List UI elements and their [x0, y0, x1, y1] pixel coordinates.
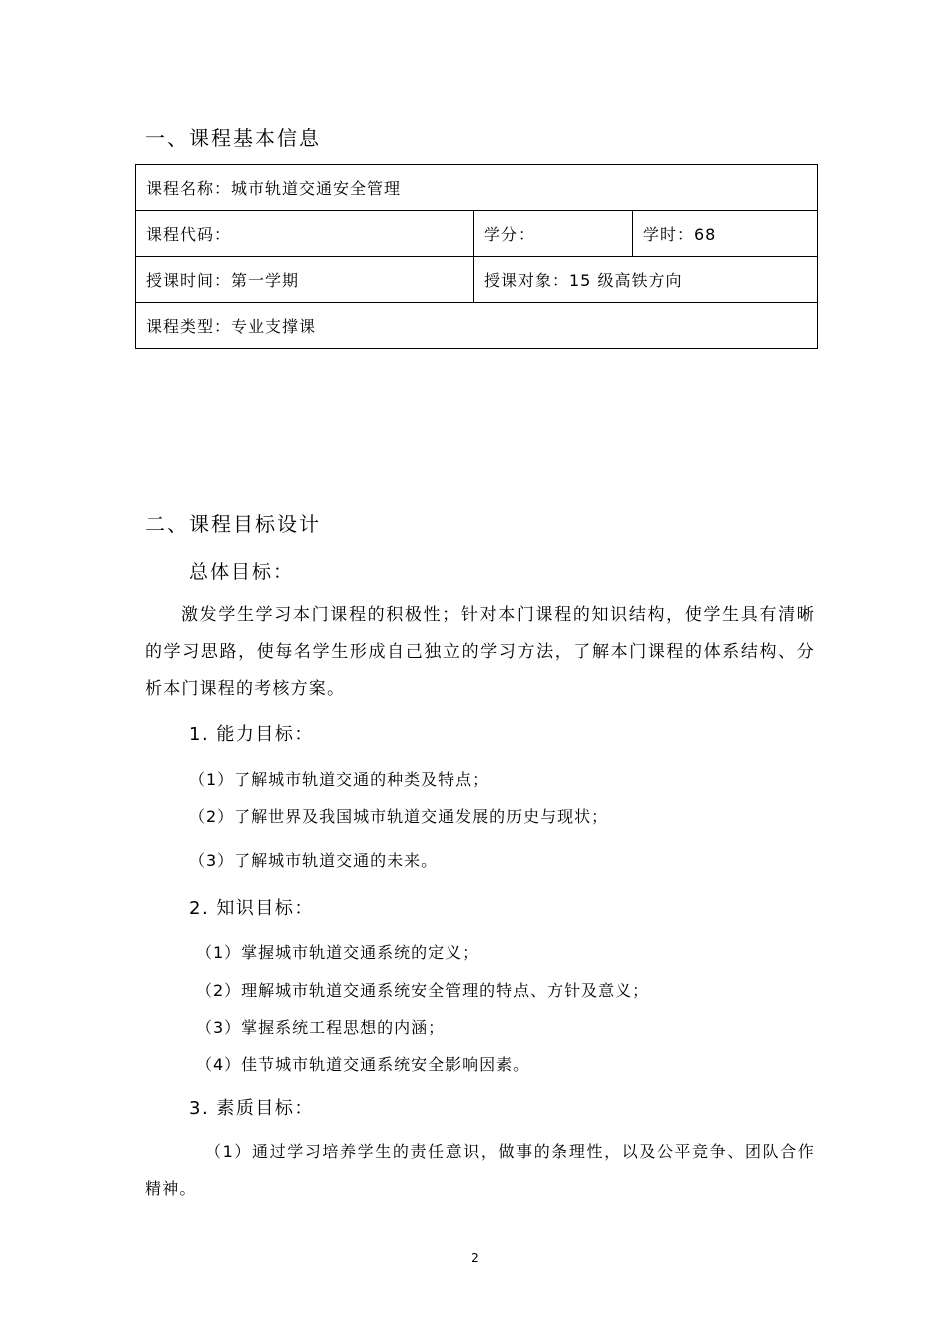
- page-number: 2: [471, 1251, 479, 1265]
- course-info-table: [135, 164, 818, 349]
- hours-cell: 学时：68: [633, 211, 818, 257]
- audience-cell: 授课对象：15 级高铁方向: [474, 257, 818, 303]
- list-item: （2）了解世界及我国城市轨道交通发展的历史与现状；: [189, 807, 609, 826]
- course-code-cell: 课程代码：: [136, 211, 474, 257]
- list-item: （1）掌握城市轨道交通系统的定义；: [196, 943, 480, 962]
- teaching-time-cell: 授课时间：第一学期: [136, 257, 474, 303]
- section1-title: 一、课程基本信息: [145, 126, 321, 150]
- course-type-cell: 课程类型：专业支撑课: [136, 303, 818, 349]
- list-item: （1）了解城市轨道交通的种类及特点；: [189, 770, 490, 789]
- ability-heading: 1. 能力目标：: [189, 724, 314, 745]
- table-row: [136, 165, 818, 211]
- table-row: [136, 211, 818, 257]
- list-item: （3）掌握系统工程思想的内涵；: [196, 1018, 446, 1037]
- list-item: （2）理解城市轨道交通系统安全管理的特点、方针及意义；: [196, 981, 650, 1000]
- knowledge-heading: 2. 知识目标：: [189, 898, 314, 919]
- overall-goal-heading: 总体目标：: [189, 561, 295, 583]
- table-row: [136, 257, 818, 303]
- section2-title: 二、课程目标设计: [145, 512, 321, 536]
- course-name-cell: 课程名称：城市轨道交通安全管理: [136, 165, 818, 211]
- quality-heading: 3. 素质目标：: [189, 1098, 314, 1119]
- table-row: [136, 303, 818, 349]
- credits-cell: 学分：: [474, 211, 633, 257]
- overall-goal-text: 激发学生学习本门课程的积极性；针对本门课程的知识结构，使学生具有清晰的学习思路，使每名学生形成自己独立的学习方法，了解本门课程的体系结构、分析本门课程的考核方案。: [145, 605, 815, 699]
- quality-text: （1）通过学习培养学生的责任意识，做事的条理性，以及公平竞争、团队合作精神。: [145, 1142, 815, 1198]
- list-item: （3）了解城市轨道交通的未来。: [189, 851, 439, 870]
- list-item: （4）佳节城市轨道交通系统安全影响因素。: [196, 1055, 531, 1074]
